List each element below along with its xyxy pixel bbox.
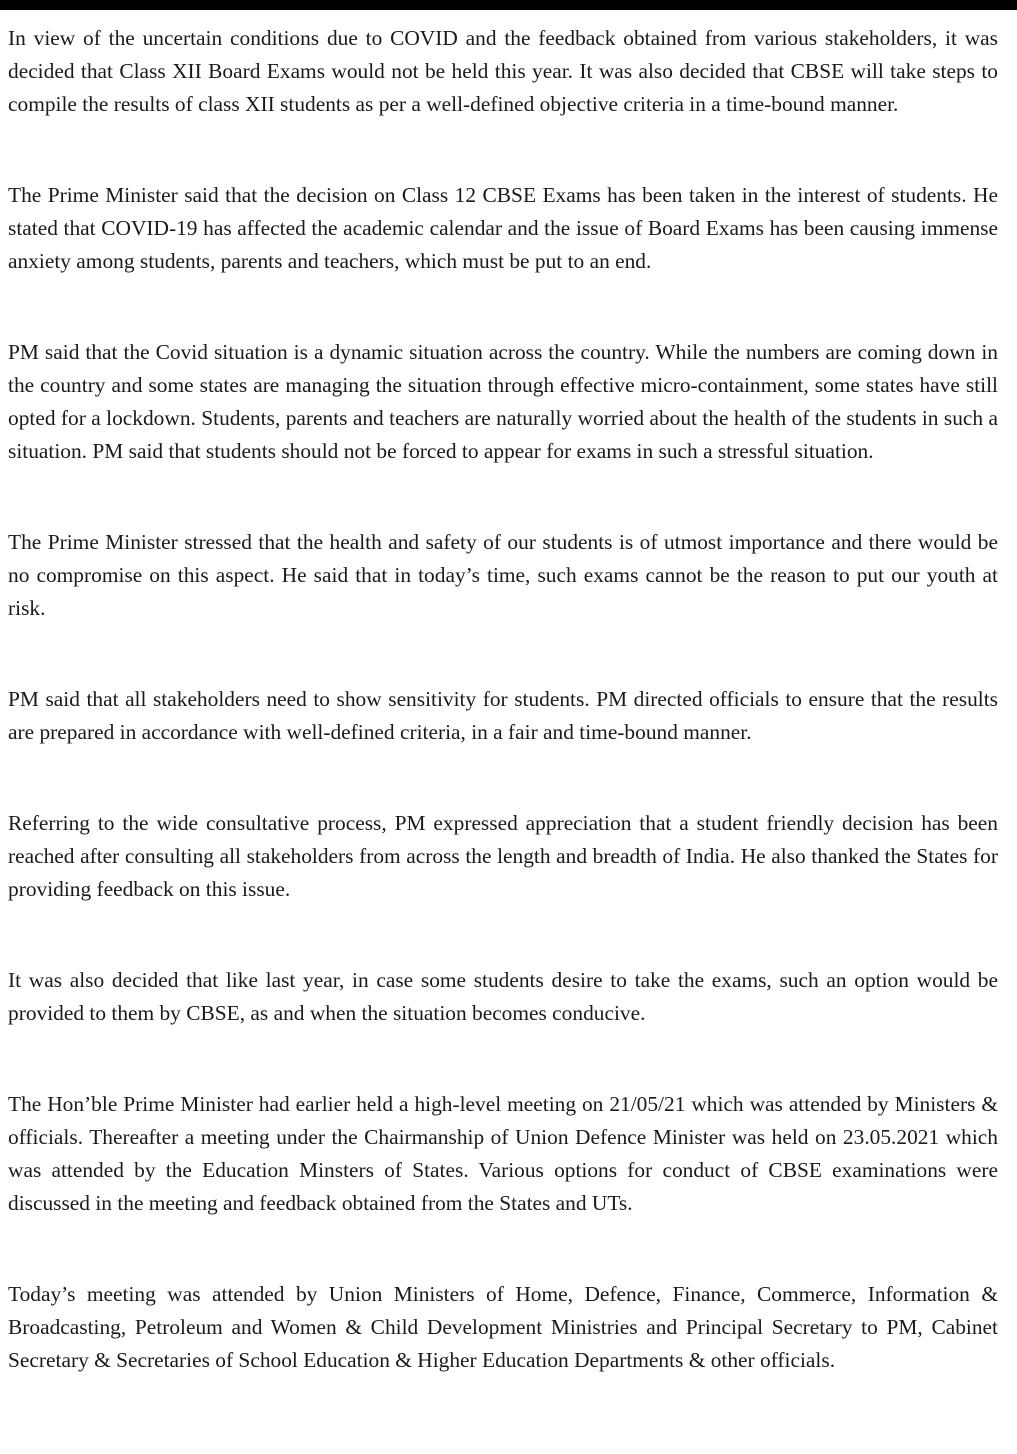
paragraph-covid-situation: PM said that the Covid situation is a dynamic situation across the country. While the numbers are coming down in the country and some states are managing the situation through effective micro-containment, some states have still opted for a lockdown. Students, parents and teachers are naturally worried about the health of the students in such a situation. PM said that students should not be forced to appear for exams in such a stressful situation. — [8, 340, 998, 463]
paragraph-optional-exams: It was also decided that like last year, in case some students desire to take the exams, such an option would be provided to them by CBSE, as and when the situation becomes conducive. — [8, 968, 998, 1025]
paragraph-pm-interest-of-students: The Prime Minister said that the decision on Class 12 CBSE Exams has been taken in the interest of students. He stated that COVID-19 has affected the academic calendar and the issue of Board Exams has been causing immense anxiety among students, parents and teachers, which must be put to an end. — [8, 183, 998, 273]
paragraph-consultative-process: Referring to the wide consultative process, PM expressed appreciation that a student friendly decision has been reached after consulting all stakeholders from across the length and breadth of India. He also thanked the States for providing feedback on this issue. — [8, 811, 998, 901]
paragraph-earlier-meetings: The Hon’ble Prime Minister had earlier held a high-level meeting on 21/05/21 which was attended by Ministers & officials. Thereafter a meeting under the Chairmanship of Union Defence Minister was held on 23.05.2021 which was attended by the Education Minsters of States. Various options for conduct of CBSE examinations were discussed in the meeting and feedback obtained from the States and UTs. — [8, 1092, 998, 1215]
article-body — [8, 22, 998, 1377]
paragraph-cbse-decision: In view of the uncertain conditions due to COVID and the feedback obtained from various stakeholders, it was decided that Class XII Board Exams would not be held this year. It was also decided that CBSE will take steps to compile the results of class XII students as per a well-defined objective criteria in a time-bound manner. — [8, 26, 998, 116]
paragraph-health-safety: The Prime Minister stressed that the health and safety of our students is of utmost importance and there would be no compromise on this aspect. He said that in today’s time, such exams cannot be the reason to put our youth at risk. — [8, 530, 998, 620]
paragraph-sensitivity: PM said that all stakeholders need to show sensitivity for students. PM directed officials to ensure that the results are prepared in accordance with well-defined criteria, in a fair and time-bound manner. — [8, 687, 998, 744]
paragraph-attendees: Today’s meeting was attended by Union Ministers of Home, Defence, Finance, Commerce, Information & Broadcasting, Petroleum and Women & Child Development Ministries and Principal Secretary to PM, Cabinet Secretary & Secretaries of School Education & Higher Education Departments & other officials. — [8, 1282, 998, 1372]
top-black-bar — [0, 0, 1017, 10]
